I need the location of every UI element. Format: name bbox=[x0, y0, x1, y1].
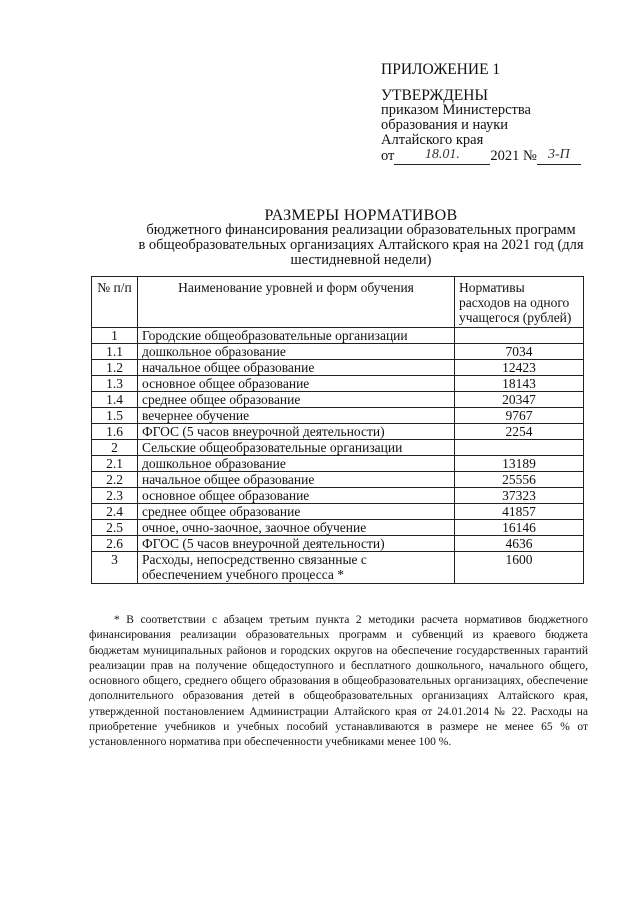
footnote bbox=[89, 613, 588, 751]
approval-line-3: Алтайского края bbox=[381, 132, 484, 148]
row-name: основное общее образование bbox=[138, 488, 455, 504]
row-value: 4636 bbox=[455, 536, 584, 552]
table-row bbox=[92, 360, 584, 376]
row-name: очное, очно-заочное, заочное обучение bbox=[138, 520, 455, 536]
norms-table bbox=[91, 276, 584, 584]
row-name: ФГОС (5 часов внеурочной деятельности) bbox=[138, 424, 455, 440]
table-row bbox=[92, 440, 584, 456]
row-value: 12423 bbox=[455, 360, 584, 376]
title-line-1: бюджетного финансирования реализации образовательных программ bbox=[146, 222, 576, 238]
row-value: 16146 bbox=[455, 520, 584, 536]
row-number: 2.5 bbox=[92, 520, 138, 536]
row-value: 1600 bbox=[455, 552, 584, 584]
row-value: 20347 bbox=[455, 392, 584, 408]
row-name: начальное общее образование bbox=[138, 360, 455, 376]
table-row bbox=[92, 504, 584, 520]
row-name: основное общее образование bbox=[138, 376, 455, 392]
handwritten-number: 3-П bbox=[547, 147, 570, 162]
row-value: 25556 bbox=[455, 472, 584, 488]
title-line-2: в общеобразовательных организациях Алтайского края на 2021 год (для bbox=[138, 237, 584, 253]
row-name: среднее общее образование bbox=[138, 504, 455, 520]
row-value: 41857 bbox=[455, 504, 584, 520]
table-row bbox=[92, 520, 584, 536]
handwritten-date: 18.01. bbox=[424, 147, 460, 162]
approval-line-1: приказом Министерства bbox=[381, 102, 531, 118]
row-value: 7034 bbox=[455, 344, 584, 360]
title-main: РАЗМЕРЫ НОРМАТИВОВ bbox=[264, 207, 458, 224]
table-body bbox=[92, 328, 584, 584]
table-row bbox=[92, 392, 584, 408]
row-name: дошкольное образование bbox=[138, 456, 455, 472]
table-row bbox=[92, 408, 584, 424]
row-number: 3 bbox=[92, 552, 138, 584]
row-name: ФГОС (5 часов внеурочной деятельности) bbox=[138, 536, 455, 552]
row-number: 1.3 bbox=[92, 376, 138, 392]
table-row bbox=[92, 344, 584, 360]
table-row bbox=[92, 424, 584, 440]
row-value: 37323 bbox=[455, 488, 584, 504]
row-number: 2.6 bbox=[92, 536, 138, 552]
row-number: 2 bbox=[92, 440, 138, 456]
number-blank bbox=[537, 149, 581, 165]
row-name: начальное общее образование bbox=[138, 472, 455, 488]
row-value: 2254 bbox=[455, 424, 584, 440]
order-date-line bbox=[381, 149, 611, 165]
row-name: Расходы, непосредственно связанные с обеспечением учебного процесса * bbox=[138, 552, 455, 584]
annex-label: ПРИЛОЖЕНИЕ 1 bbox=[381, 61, 501, 78]
row-value: 13189 bbox=[455, 456, 584, 472]
row-number: 2.3 bbox=[92, 488, 138, 504]
table-row bbox=[92, 536, 584, 552]
table-row bbox=[92, 328, 584, 344]
row-value bbox=[455, 328, 584, 344]
footnote-text: * В соответствии с абзацем третьим пункта 2 методики расчета нормативов бюджетного финансирования реализации образовательных программ и субвенций из краевого бюджета бюджетам муниципальных районов и городских округов на обеспечение государственных гарантий реализации прав на получение общедоступного и бесплатного дошкольного, начального общего, основного общего, среднего общего образования в общеобразовательных организациях, обеспечение дополнительного образования детей в общеобразовательных организациях Алтайского края, утвержденной постановлением Администрации Алтайского края от 24.01.2014 № 22. Расходы на приобретение учебников и учебных пособий устанавливаются в размере не менее 65 % от установленного норматива при обеспеченности учебниками менее 100 %. bbox=[89, 614, 588, 749]
document-title bbox=[96, 208, 626, 268]
row-name: вечернее обучение bbox=[138, 408, 455, 424]
row-number: 1.1 bbox=[92, 344, 138, 360]
header-no: № п/п bbox=[92, 277, 138, 328]
row-number: 1.2 bbox=[92, 360, 138, 376]
row-name: Городские общеобразовательные организации bbox=[138, 328, 455, 344]
row-number: 2.4 bbox=[92, 504, 138, 520]
year-number-label: 2021 № bbox=[490, 148, 537, 164]
date-prefix: от bbox=[381, 148, 395, 164]
table-row bbox=[92, 456, 584, 472]
row-number: 1.5 bbox=[92, 408, 138, 424]
row-number: 1.4 bbox=[92, 392, 138, 408]
row-value: 9767 bbox=[455, 408, 584, 424]
table-row bbox=[92, 488, 584, 504]
date-blank bbox=[394, 149, 490, 165]
approval-block bbox=[381, 62, 611, 165]
table-row bbox=[92, 472, 584, 488]
row-name: дошкольное образование bbox=[138, 344, 455, 360]
row-value: 18143 bbox=[455, 376, 584, 392]
header-value: Нормативы расходов на одного учащегося (рублей) bbox=[455, 277, 584, 328]
header-name: Наименование уровней и форм обучения bbox=[138, 277, 455, 328]
row-name: Сельские общеобразовательные организации bbox=[138, 440, 455, 456]
row-number: 1 bbox=[92, 328, 138, 344]
table-header-row bbox=[92, 277, 584, 328]
row-number: 2.2 bbox=[92, 472, 138, 488]
approved-label: УТВЕРЖДЕНЫ bbox=[381, 87, 488, 104]
row-name: среднее общее образование bbox=[138, 392, 455, 408]
table-row bbox=[92, 376, 584, 392]
row-number: 2.1 bbox=[92, 456, 138, 472]
title-line-3: шестидневной недели) bbox=[290, 252, 432, 268]
table-row bbox=[92, 552, 584, 584]
row-value bbox=[455, 440, 584, 456]
approval-line-2: образования и науки bbox=[381, 117, 509, 133]
row-number: 1.6 bbox=[92, 424, 138, 440]
